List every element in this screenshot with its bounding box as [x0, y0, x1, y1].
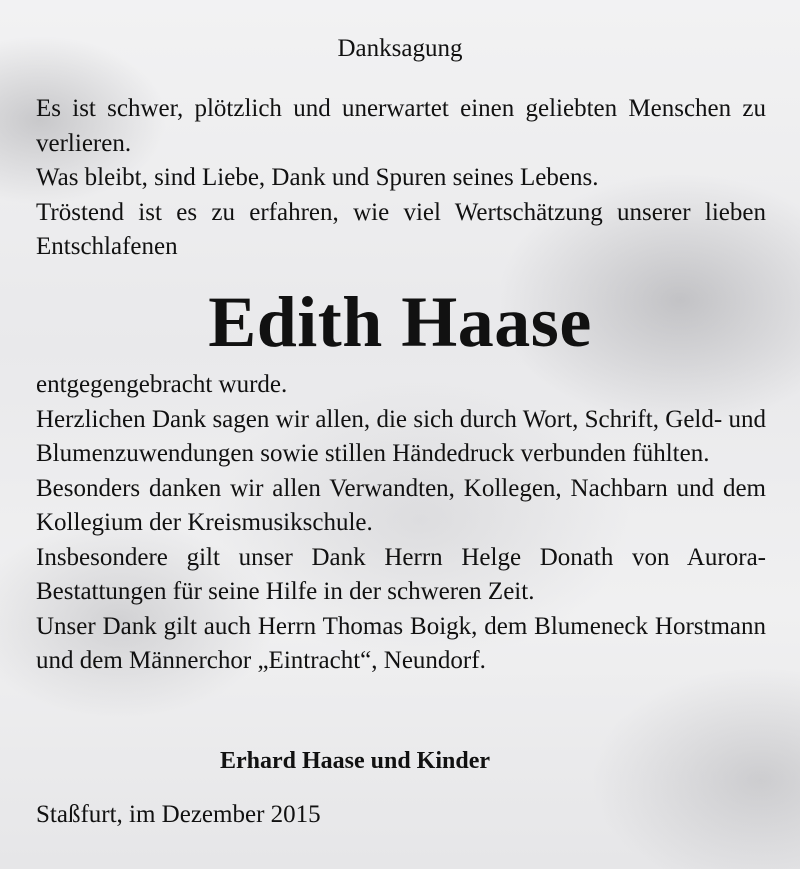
intro-line-3: Tröstend ist es zu erfahren, wie viel Wertschätzung unserer lieben Entschlafenen — [36, 198, 766, 260]
body-line-1: entgegengebracht wurde. — [36, 371, 288, 398]
intro-line-1: Es ist schwer, plötzlich und unerwartet einen geliebten Menschen zu verlieren. — [36, 95, 766, 157]
body-line-4: Insbesondere gilt unser Dank Herrn Helge Donath von Aurora-Bestattungen für seine Hilfe in der schweren Zeit. — [36, 543, 766, 605]
intro-line-2: Was bleibt, sind Liebe, Dank und Spuren seines Lebens. — [36, 164, 599, 191]
body-line-5: Unser Dank gilt auch Herrn Thomas Boigk, dem Blumeneck Horstmann und dem Männerchor „Eintracht“, Neundorf. — [36, 612, 766, 674]
body-text — [36, 368, 766, 679]
notice-title: Danksagung — [337, 35, 463, 62]
place-date: Staßfurt, im Dezember 2015 — [36, 801, 321, 828]
body-line-3: Besonders danken wir allen Verwandten, Kollegen, Nachbarn und dem Kollegium der Kreismusikschule. — [36, 474, 766, 536]
deceased-name: Edith Haase — [208, 282, 592, 362]
signature: Erhard Haase und Kinder — [219, 748, 491, 774]
intro-text — [36, 92, 766, 265]
body-line-2: Herzlichen Dank sagen wir allen, die sich durch Wort, Schrift, Geld- und Blumenzuwendungen sowie stillen Händedruck verbunden fühlten. — [36, 405, 766, 467]
